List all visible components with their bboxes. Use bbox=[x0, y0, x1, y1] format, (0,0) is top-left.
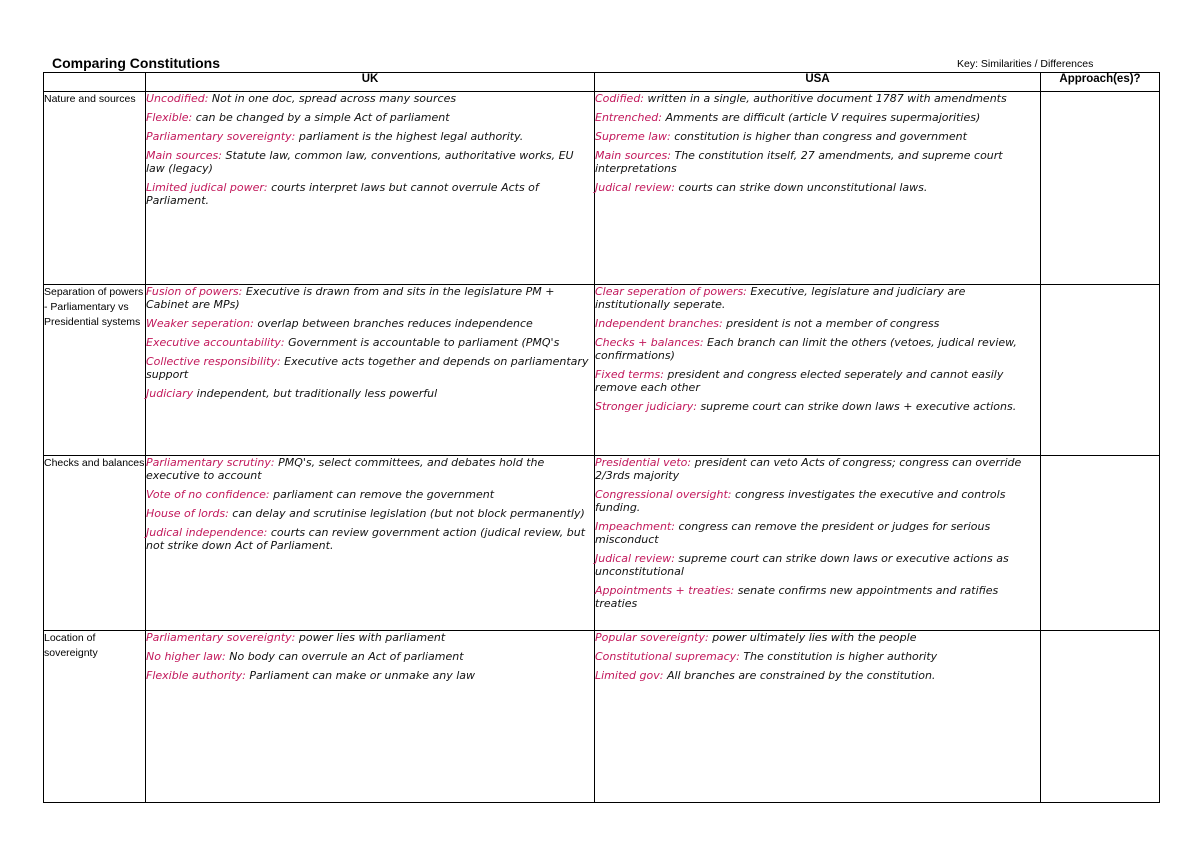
note-description: parliament is the highest legal authority. bbox=[298, 130, 524, 143]
note-description: Amments are difficult (article V requires supermajorities) bbox=[665, 111, 981, 124]
note-description: Each branch can limit the others (vetoes, judical review, confirmations) bbox=[595, 336, 1017, 362]
page-title: Comparing Constitutions bbox=[52, 55, 220, 71]
note-description: congress investigates the executive and controls funding. bbox=[595, 488, 1006, 514]
note-description: can be changed by a simple Act of parliament bbox=[195, 111, 450, 124]
note-entry bbox=[595, 285, 1040, 311]
note-term: Weaker seperation: bbox=[146, 317, 254, 330]
note-term: Fixed terms: bbox=[595, 368, 664, 381]
note-entry bbox=[146, 456, 594, 482]
usa-cell bbox=[595, 92, 1041, 285]
note-term: Executive accountability: bbox=[146, 336, 285, 349]
note-description: All branches are constrained by the constitution. bbox=[666, 669, 936, 682]
header-usa: USA bbox=[595, 73, 1041, 92]
note-entry bbox=[595, 111, 1040, 124]
note-term: Judiciary bbox=[146, 387, 194, 400]
note-entry bbox=[146, 111, 594, 124]
note-term: Codified: bbox=[595, 92, 645, 105]
table-row bbox=[44, 285, 1160, 456]
uk-cell bbox=[146, 631, 595, 803]
note-entry bbox=[595, 584, 1040, 610]
note-term: Limited judical power: bbox=[146, 181, 268, 194]
note-entry bbox=[146, 92, 594, 105]
note-description: supreme court can strike down laws or executive actions as unconstitutional bbox=[595, 552, 1009, 578]
note-term: Parliamentary sovereignty: bbox=[146, 130, 296, 143]
note-description: courts interpret laws but cannot overrule Acts of Parliament. bbox=[146, 181, 539, 207]
approach-cell[interactable] bbox=[1041, 456, 1160, 631]
uk-cell bbox=[146, 285, 595, 456]
note-term: Constitutional supremacy: bbox=[595, 650, 740, 663]
note-description: can delay and scrutinise legislation (but not block permanently) bbox=[232, 507, 585, 520]
table-row bbox=[44, 456, 1160, 631]
note-entry bbox=[595, 631, 1040, 644]
note-term: Checks + balances: bbox=[595, 336, 704, 349]
note-description: constitution is higher than congress and government bbox=[674, 130, 967, 143]
note-entry bbox=[146, 650, 594, 663]
note-entry bbox=[595, 520, 1040, 546]
note-description: Not in one doc, spread across many sources bbox=[211, 92, 457, 105]
note-description: Parliament can make or unmake any law bbox=[249, 669, 476, 682]
note-term: Parliamentary scrutiny: bbox=[146, 456, 275, 469]
note-entry bbox=[595, 669, 1040, 682]
row-label: Checks and balances bbox=[44, 456, 146, 631]
header-approach: Approach(es)? bbox=[1041, 73, 1160, 92]
key-legend: Key: Similarities / Differences bbox=[957, 58, 1094, 70]
note-entry bbox=[146, 631, 594, 644]
note-entry bbox=[146, 130, 594, 143]
note-description: Executive is drawn from and sits in the legislature PM + Cabinet are MPs) bbox=[146, 285, 555, 311]
usa-cell bbox=[595, 456, 1041, 631]
note-description: Government is accountable to parliament (PMQ's bbox=[288, 336, 560, 349]
header-blank bbox=[44, 73, 146, 92]
note-term: Congressional oversight: bbox=[595, 488, 732, 501]
row-label: Location of sovereignty bbox=[44, 631, 146, 803]
note-term: No higher law: bbox=[146, 650, 226, 663]
note-entry bbox=[595, 488, 1040, 514]
approach-cell[interactable] bbox=[1041, 92, 1160, 285]
note-description: power lies with parliament bbox=[298, 631, 446, 644]
note-term: Independent branches: bbox=[595, 317, 723, 330]
note-description: Executive, legislature and judiciary are institutionally seperate. bbox=[595, 285, 966, 311]
note-description: The constitution itself, 27 amendments, and supreme court interpretations bbox=[595, 149, 1003, 175]
note-entry bbox=[595, 149, 1040, 175]
note-entry bbox=[595, 317, 1040, 330]
note-term: Stronger judiciary: bbox=[595, 400, 697, 413]
note-entry bbox=[146, 336, 594, 349]
note-description: supreme court can strike down laws + executive actions. bbox=[700, 400, 1017, 413]
note-term: Clear seperation of powers: bbox=[595, 285, 747, 298]
header-uk: UK bbox=[146, 73, 595, 92]
usa-cell bbox=[595, 631, 1041, 803]
note-entry bbox=[146, 181, 594, 207]
note-entry bbox=[595, 552, 1040, 578]
note-description: president is not a member of congress bbox=[726, 317, 940, 330]
usa-cell bbox=[595, 285, 1041, 456]
note-description: power ultimately lies with the people bbox=[712, 631, 917, 644]
note-description: president can veto Acts of congress; congress can override 2/3rds majority bbox=[595, 456, 1022, 482]
note-description: courts can review government action (judical review, but not strike down Act of Parliament. bbox=[146, 526, 586, 552]
note-entry bbox=[146, 488, 594, 501]
note-term: Vote of no confidence: bbox=[146, 488, 270, 501]
note-term: Judical independence: bbox=[146, 526, 268, 539]
uk-cell bbox=[146, 92, 595, 285]
table-row bbox=[44, 631, 1160, 803]
uk-cell bbox=[146, 456, 595, 631]
note-entry bbox=[595, 181, 1040, 194]
note-term: Collective responsibility: bbox=[146, 355, 281, 368]
note-term: Judical review: bbox=[595, 552, 675, 565]
note-entry bbox=[595, 650, 1040, 663]
note-entry bbox=[146, 387, 594, 400]
note-term: Presidential veto: bbox=[595, 456, 692, 469]
approach-cell[interactable] bbox=[1041, 285, 1160, 456]
approach-cell[interactable] bbox=[1041, 631, 1160, 803]
note-entry bbox=[146, 285, 594, 311]
note-term: Limited gov: bbox=[595, 669, 664, 682]
note-entry bbox=[595, 368, 1040, 394]
note-term: Main sources: bbox=[595, 149, 671, 162]
note-entry bbox=[146, 507, 594, 520]
note-term: Main sources: bbox=[146, 149, 222, 162]
comparison-table bbox=[43, 72, 1160, 803]
row-label: Separation of powers - Parliamentary vs Presidential systems bbox=[44, 285, 146, 456]
note-entry bbox=[146, 526, 594, 552]
note-term: Supreme law: bbox=[595, 130, 671, 143]
note-description: senate confirms new appointments and ratifies treaties bbox=[595, 584, 999, 610]
note-term: Parliamentary sovereignty: bbox=[146, 631, 296, 644]
note-term: Appointments + treaties: bbox=[595, 584, 735, 597]
note-entry bbox=[146, 355, 594, 381]
note-description: congress can remove the president or judges for serious misconduct bbox=[595, 520, 991, 546]
note-term: Flexible authority: bbox=[146, 669, 246, 682]
note-entry bbox=[595, 92, 1040, 105]
note-entry bbox=[595, 400, 1040, 413]
note-entry bbox=[595, 456, 1040, 482]
note-entry bbox=[595, 130, 1040, 143]
note-description: courts can strike down unconstitutional laws. bbox=[678, 181, 928, 194]
note-term: Flexible: bbox=[146, 111, 193, 124]
note-description: overlap between branches reduces independence bbox=[257, 317, 533, 330]
note-term: Popular sovereignty: bbox=[595, 631, 709, 644]
note-description: PMQ's, select committees, and debates hold the executive to account bbox=[146, 456, 545, 482]
note-description: independent, but traditionally less powerful bbox=[196, 387, 438, 400]
note-term: Entrenched: bbox=[595, 111, 662, 124]
table-row bbox=[44, 92, 1160, 285]
row-label: Nature and sources bbox=[44, 92, 146, 285]
note-term: Judical review: bbox=[595, 181, 675, 194]
note-entry bbox=[595, 336, 1040, 362]
note-description: written in a single, authoritive document 1787 with amendments bbox=[647, 92, 1007, 105]
note-entry bbox=[146, 149, 594, 175]
note-term: Impeachment: bbox=[595, 520, 675, 533]
note-description: No body can overrule an Act of parliament bbox=[229, 650, 464, 663]
note-description: The constitution is higher authority bbox=[743, 650, 938, 663]
note-entry bbox=[146, 317, 594, 330]
note-term: House of lords: bbox=[146, 507, 229, 520]
note-description: parliament can remove the government bbox=[273, 488, 495, 501]
note-description: president and congress elected seperately and cannot easily remove each other bbox=[595, 368, 1004, 394]
note-term: Fusion of powers: bbox=[146, 285, 243, 298]
note-entry bbox=[146, 669, 594, 682]
note-description: Executive acts together and depends on parliamentary support bbox=[146, 355, 589, 381]
note-description: Statute law, common law, conventions, authoritative works, EU law (legacy) bbox=[146, 149, 574, 175]
note-term: Uncodified: bbox=[146, 92, 209, 105]
